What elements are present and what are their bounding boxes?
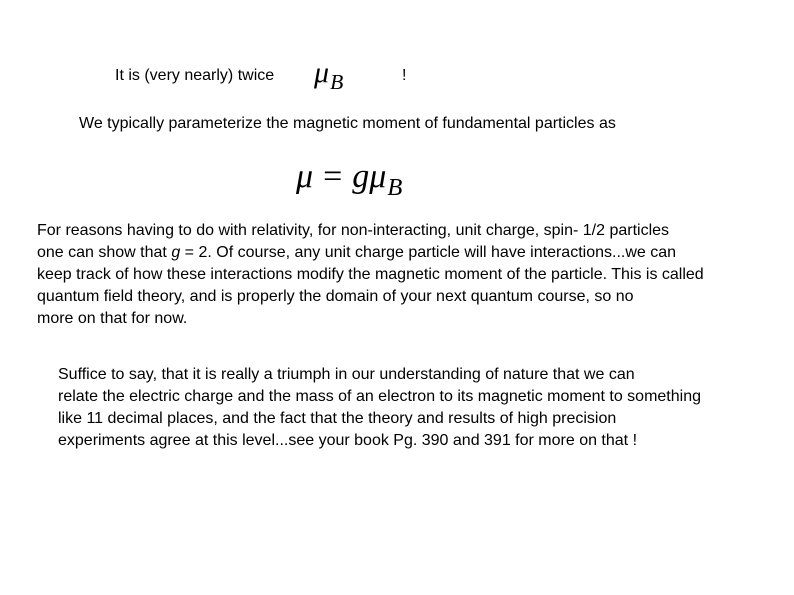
para1-line2-start: one can show that [37, 244, 172, 261]
para2-line: experiments agree at this level...see your book Pg. 390 and 391 for more on that ! [58, 432, 638, 449]
para1-line: For reasons having to do with relativity, for non-interacting, unit charge, spin- 1/2 particles [37, 222, 670, 239]
para2-line: like 11 decimal places, and the fact that the theory and results of high precision [58, 410, 617, 427]
equation-subscript: B [387, 173, 403, 201]
equation-equals: = [323, 158, 343, 195]
para1-line [37, 242, 704, 264]
parameterize-text: We typically parameterize the magnetic moment of fundamental particles as [79, 115, 616, 132]
equation-g: g [352, 158, 370, 195]
intro-text: It is (very nearly) twice [115, 67, 275, 84]
g-factor-equation [296, 158, 403, 201]
equation-mu: μ [369, 158, 387, 195]
mu-b-symbol [314, 56, 344, 94]
para1-line: more on that for now. [37, 310, 188, 327]
para1-line2-end: = 2. Of course, any unit charge particle will have interactions...we can [180, 244, 677, 261]
triumph-paragraph [58, 364, 701, 452]
para2-line: relate the electric charge and the mass of an electron to its magnetic moment to something [58, 388, 701, 405]
exclamation: ! [402, 67, 407, 84]
mu-subscript: B [330, 69, 344, 94]
mu-symbol: μ [314, 56, 330, 89]
relativity-paragraph [37, 220, 704, 330]
para2-line: Suffice to say, that it is really a triumph in our understanding of nature that we can [58, 366, 635, 383]
para1-line: keep track of how these interactions modify the magnetic moment of the particle. This is called [37, 266, 704, 283]
equation-lhs-mu: μ [296, 158, 314, 195]
g-variable: g [171, 244, 181, 261]
para1-line: quantum field theory, and is properly the domain of your next quantum course, so no [37, 288, 634, 305]
